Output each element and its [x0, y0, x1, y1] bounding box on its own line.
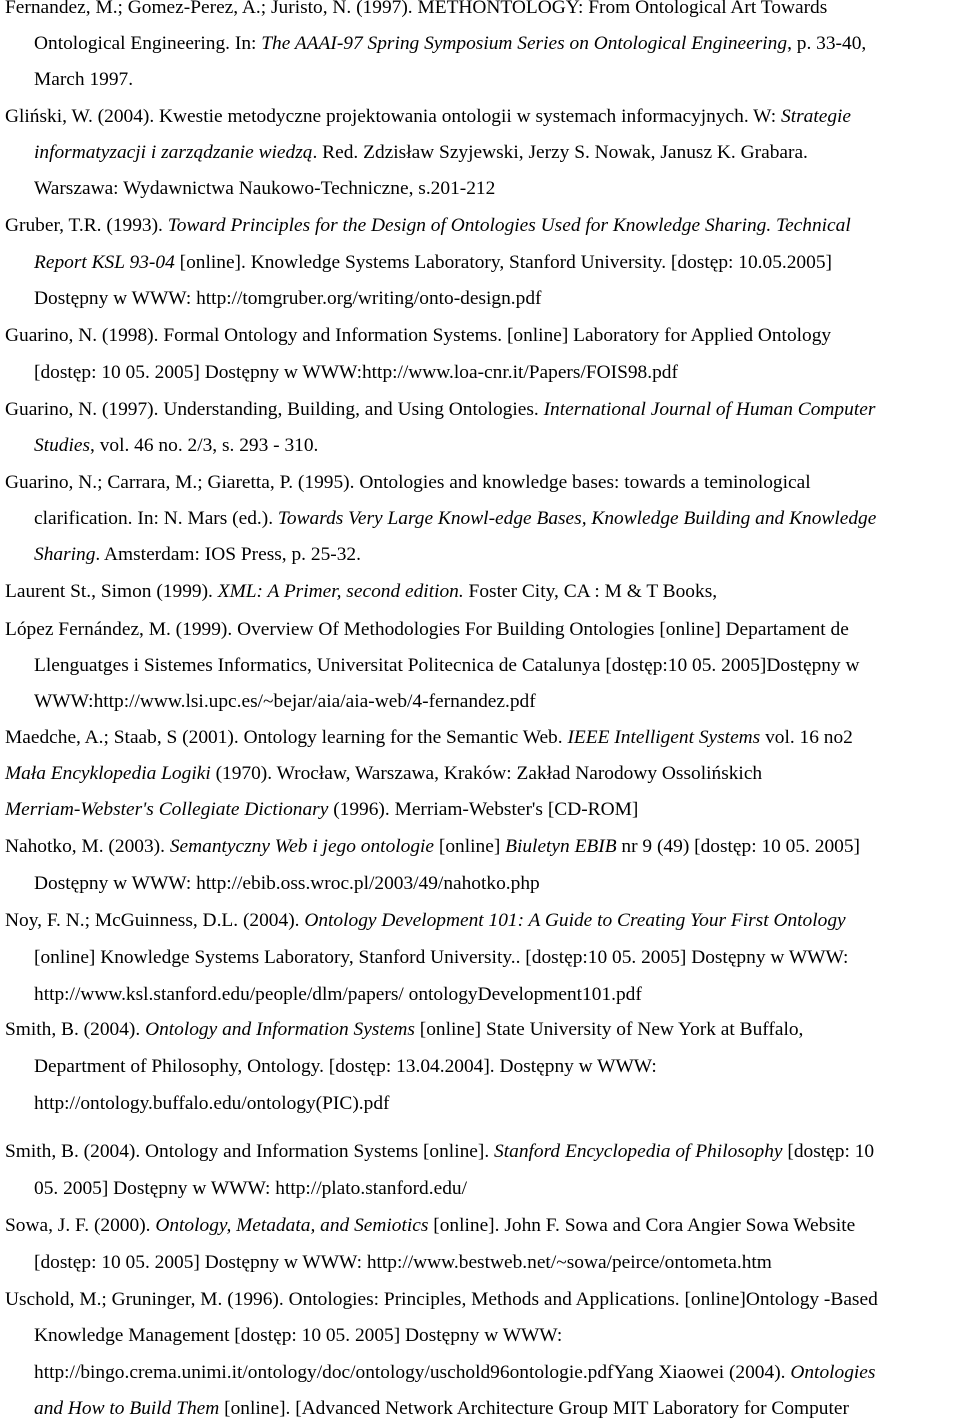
italic-text: Stanford Encyclopedia of Philosophy	[494, 1141, 783, 1162]
reference-text: Dostępny w WWW: http://ebib.oss.wroc.pl/2003/49/nahotko.php	[34, 873, 540, 894]
reference-text: Foster City, CA : M & T Books,	[463, 581, 718, 602]
reference-first-line	[0, 1282, 960, 1318]
reference-text: nr 9 (49) [dostęp: 10 05. 2005]	[616, 836, 861, 857]
italic-text: IEEE Intelligent Systems	[567, 727, 761, 748]
italic-text: Studies	[34, 435, 91, 456]
reference-text: http://ontology.buffalo.edu/ontology(PIC).pdf	[34, 1093, 390, 1114]
reference-continuation-line	[0, 428, 960, 464]
reference-continuation-line	[0, 62, 960, 98]
reference-first-line	[0, 574, 960, 610]
reference-first-line	[0, 612, 960, 648]
reference-text: http://bingo.crema.unimi.it/ontology/doc/ontology/uschold96ontologie.pdfYang Xiaowei (2004).	[34, 1362, 791, 1383]
reference-continuation-line	[0, 281, 960, 317]
italic-text: Ontology and Information Systems	[145, 1019, 415, 1040]
reference-text: López Fernández, M. (1999). Overview Of Methodologies For Building Ontologies [online] Departament de	[5, 619, 849, 640]
reference-text: (1970). Wrocław, Warszawa, Kraków: Zakład Narodowy Ossolińskich	[210, 763, 763, 784]
reference-text: Dostępny w WWW: http://tomgruber.org/writing/onto-design.pdf	[34, 288, 542, 309]
italic-text: Mała Encyklopedia Logiki	[5, 763, 211, 784]
italic-text: XML: A Primer, second edition.	[217, 581, 464, 602]
reference-text: . Amsterdam: IOS Press, p. 25-32.	[95, 544, 361, 565]
reference-continuation-line	[0, 866, 960, 902]
reference-text: [online]. John F. Sowa and Cora Angier Sowa Website	[428, 1215, 856, 1236]
reference-text: Sowa, J. F. (2000).	[5, 1215, 156, 1236]
reference-text: Warszawa: Wydawnictwa Naukowo-Techniczne, s.201-212	[34, 178, 496, 199]
reference-first-line	[0, 0, 960, 26]
reference-continuation-line	[0, 1355, 960, 1391]
reference-first-line	[0, 792, 960, 828]
italic-text: Towards Very Large Knowl-edge Bases, Knowledge Building and Knowledge	[277, 508, 877, 529]
reference-continuation-line	[0, 648, 960, 684]
italic-text: Semantyczny Web i jego ontologie	[169, 836, 435, 857]
reference-first-line	[0, 1208, 960, 1244]
reference-continuation-line	[0, 1391, 960, 1427]
reference-first-line	[0, 1134, 960, 1170]
reference-continuation-line	[0, 537, 960, 573]
reference-text: [dostęp: 10 05. 2005] Dostępny w WWW:http://www.loa-cnr.it/Papers/FOIS98.pdf	[34, 362, 678, 383]
italic-text: Merriam-Webster's Collegiate Dictionary	[5, 799, 329, 820]
reference-text: Knowledge Management [dostęp: 10 05. 2005] Dostępny w WWW:	[34, 1325, 563, 1346]
reference-continuation-line	[0, 1049, 960, 1085]
reference-text: [dostęp: 10 05. 2005] Dostępny w WWW: http://www.bestweb.net/~sowa/peirce/ontometa.htm	[34, 1252, 772, 1273]
reference-text: Nahotko, M. (2003).	[5, 836, 170, 857]
italic-text: Biuletyn EBIB	[505, 836, 617, 857]
italic-text: Sharing	[34, 544, 96, 565]
reference-text: http://www.ksl.stanford.edu/people/dlm/papers/ ontologyDevelopment101.pdf	[34, 984, 642, 1005]
reference-text: (1996). Merriam-Webster's [CD-ROM]	[328, 799, 639, 820]
reference-text: Uschold, M.; Gruninger, M. (1996). Ontologies: Principles, Methods and Applications. [online]Ontology -Based	[5, 1289, 878, 1310]
reference-text: [online] State University of New York at Buffalo,	[414, 1019, 804, 1040]
reference-text: Department of Philosophy, Ontology. [dostęp: 13.04.2004]. Dostępny w WWW:	[34, 1056, 657, 1077]
reference-first-line	[0, 208, 960, 244]
reference-text: WWW:http://www.lsi.upc.es/~bejar/aia/aia-web/4-fernandez.pdf	[34, 691, 536, 712]
reference-text: 05. 2005] Dostępny w WWW: http://plato.stanford.edu/	[34, 1178, 467, 1199]
reference-first-line	[0, 99, 960, 135]
reference-continuation-line	[0, 1086, 960, 1122]
reference-text: Guarino, N. (1997). Understanding, Building, and Using Ontologies.	[5, 399, 544, 420]
reference-continuation-line	[0, 245, 960, 281]
reference-text: Noy, F. N.; McGuinness, D.L. (2004).	[5, 910, 305, 931]
reference-continuation-line	[0, 26, 960, 62]
reference-continuation-line	[0, 135, 960, 171]
reference-continuation-line	[0, 940, 960, 976]
reference-first-line	[0, 720, 960, 756]
reference-continuation-line	[0, 1171, 960, 1207]
reference-continuation-line	[0, 684, 960, 720]
italic-text: Ontology Development 101: A Guide to Creating Your First Ontology	[304, 910, 846, 931]
reference-text: clarification. In: N. Mars (ed.).	[34, 508, 278, 529]
reference-continuation-line	[0, 977, 960, 1013]
reference-text: Smith, B. (2004). Ontology and Information Systems [online].	[5, 1141, 495, 1162]
reference-text: Laurent St., Simon (1999).	[5, 581, 218, 602]
reference-text: [dostęp: 10	[782, 1141, 875, 1162]
italic-text: informatyzacji i zarządzanie wiedzą	[34, 142, 313, 163]
reference-first-line	[0, 903, 960, 939]
reference-text: Maedche, A.; Staab, S (2001). Ontology learning for the Semantic Web.	[5, 727, 568, 748]
reference-text: Llenguatges i Sistemes Informatics, Universitat Politecnica de Catalunya [dostęp:10 05. 2005]Dostępny w	[34, 655, 860, 676]
italic-text: The AAAI-97 Spring Symposium Series on Ontological Engineering	[261, 33, 788, 54]
reference-text: Gruber, T.R. (1993).	[5, 215, 168, 236]
reference-text: Guarino, N. (1998). Formal Ontology and Information Systems. [online] Laboratory for Applied Ontology	[5, 325, 832, 346]
italic-text: Ontologies	[790, 1362, 876, 1383]
italic-text: Toward Principles for the Design of Ontologies Used for Knowledge Sharing. Technical	[167, 215, 851, 236]
italic-text: and How to Build Them	[34, 1398, 220, 1419]
reference-continuation-line	[0, 171, 960, 207]
reference-text: Ontological Engineering. In:	[34, 33, 262, 54]
reference-continuation-line	[0, 501, 960, 537]
reference-text: March 1997.	[34, 69, 134, 90]
reference-text: , p. 33-40,	[787, 33, 867, 54]
reference-first-line	[0, 318, 960, 354]
reference-first-line	[0, 465, 960, 501]
reference-text: Gliński, W. (2004). Kwestie metodyczne projektowania ontologii w systemach informacyjnych. W:	[5, 106, 782, 127]
reference-first-line	[0, 756, 960, 792]
reference-continuation-line	[0, 1245, 960, 1281]
italic-text: Report KSL 93-04	[34, 252, 175, 273]
reference-text: [online]. [Advanced Network Architecture Group MIT Laboratory for Computer	[219, 1398, 849, 1419]
italic-text: International Journal of Human Computer	[543, 399, 876, 420]
reference-text: Fernandez, M.; Gomez-Perez, A.; Juristo, N. (1997). METHONTOLOGY: From Ontological Art Towards	[5, 0, 828, 18]
reference-text: , vol. 46 no. 2/3, s. 293 - 310.	[90, 435, 319, 456]
reference-text: [online] Knowledge Systems Laboratory, Stanford University.. [dostęp:10 05. 2005] Dostępny w WWW:	[34, 947, 849, 968]
reference-text: [online]. Knowledge Systems Laboratory, Stanford University. [dostęp: 10.05.2005]	[174, 252, 832, 273]
reference-text: Smith, B. (2004).	[5, 1019, 146, 1040]
reference-continuation-line	[0, 355, 960, 391]
italic-text: Ontology, Metadata, and Semiotics	[155, 1215, 429, 1236]
reference-text: Guarino, N.; Carrara, M.; Giaretta, P. (1995). Ontologies and knowledge bases: towards a teminological	[5, 472, 811, 493]
reference-first-line	[0, 392, 960, 428]
italic-text: Strategie	[781, 106, 852, 127]
reference-continuation-line	[0, 1318, 960, 1354]
reference-first-line	[0, 1012, 960, 1048]
reference-text: . Red. Zdzisław Szyjewski, Jerzy S. Nowak, Janusz K. Grabara.	[312, 142, 808, 163]
reference-first-line	[0, 829, 960, 865]
reference-text: [online]	[434, 836, 506, 857]
reference-text: vol. 16 no2	[760, 727, 853, 748]
